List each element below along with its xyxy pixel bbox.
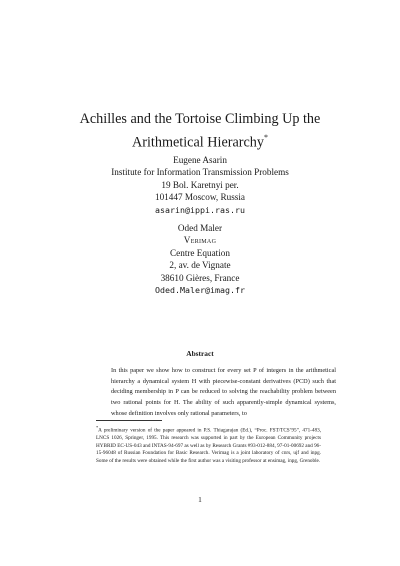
author-2-org: Centre Equation — [170, 247, 230, 258]
author-2-affiliation: Verimag — [183, 235, 217, 246]
author-2-name: Oded Maler — [177, 223, 223, 233]
author-1-street: 19 Bol. Karetnyi per. — [161, 179, 239, 190]
footnote-divider — [96, 420, 162, 421]
footnote-mark: * — [96, 425, 99, 430]
author-2-street: 2, av. de Vignate — [169, 260, 231, 271]
footnote — [96, 424, 321, 465]
author-1-affiliation: Institute for Information Transmission Problems — [111, 167, 289, 178]
paper-title — [60, 109, 340, 153]
title-line-2: Arithmetical Hierarchy — [132, 134, 264, 151]
title-footnote-mark: * — [263, 133, 268, 142]
author-2-city: 38610 Gières, France — [160, 272, 240, 283]
author-block-1 — [50, 154, 350, 216]
author-1-city: 101447 Moscow, Russia — [154, 192, 245, 203]
abstract-text: In this paper we show how to construct for every set P of integers in the arithmetical hierarchy a dynamical system H with piecewise-constant derivatives (PCD) such that deciding membership in P can be reduced to solving the reachability problem between two rational points for H. The ability of such apparently-simple dynamical systems, whose definition involves only rational parameters, to — [111, 367, 336, 417]
author-1-email: asarin@ippi.ras.ru — [155, 204, 245, 215]
author-2-email: Oded.Maler@imag.fr — [155, 285, 245, 296]
author-block-2 — [50, 222, 350, 296]
title-line-1: Achilles and the Tortoise Climbing Up the — [79, 111, 321, 127]
author-1-name: Eugene Asarin — [173, 155, 227, 165]
page-number: 1 — [198, 495, 202, 504]
footnote-text: A preliminary version of the paper appeared in P.S. Thiagarajan (Ed.), “Proc. FST/TCS’95”, 471-483, LNCS 1026, Springer, 1995. This research was supported in part by the European Community projects HYBRID EC-US-043 and INTAS-94-697 as well as by Research Grants #93-012-884, 97-01-00692 and 96-15-96048 of Russian Foundation for Basic Research. Verimag is a joint laboratory of cnrs, ujf and inpg. Some of the results were obtained while the first author was a visiting professor at ensimag, inpg, Grenoble. — [96, 427, 321, 464]
abstract-heading: Abstract — [186, 349, 214, 358]
